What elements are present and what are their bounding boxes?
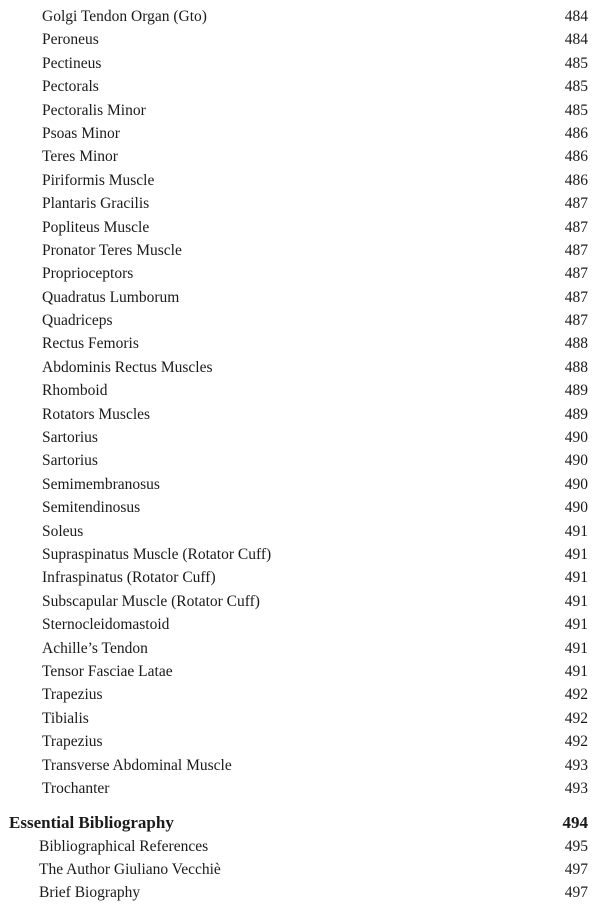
toc-entry-page-number: 492	[564, 686, 588, 704]
toc-entry-title: Plantaris Gracilis	[42, 195, 150, 213]
toc-entry-page-number: 491	[564, 616, 588, 634]
toc-entry-page-number: 485	[564, 101, 588, 119]
toc-entry-title: Psoas Minor	[42, 124, 120, 142]
bibliography-section	[0, 811, 600, 904]
toc-entry-title: Peroneus	[42, 31, 99, 49]
toc-entry-page-number: 487	[564, 265, 588, 283]
toc-entry-page-number: 490	[564, 475, 588, 493]
section-page-number: 494	[562, 813, 588, 832]
toc-entry-page-number: 490	[564, 429, 588, 447]
toc-entry-page-number: 488	[564, 335, 588, 353]
toc-entry	[0, 520, 600, 543]
toc-entry	[0, 286, 600, 309]
toc-entry-title: Golgi Tendon Organ (Gto)	[42, 8, 207, 25]
toc-entry-title: Trapezius	[42, 733, 103, 751]
toc-entry	[0, 216, 600, 239]
toc-entry-title: Pectoralis Minor	[42, 101, 146, 119]
toc-entry-page-number: 485	[564, 54, 588, 72]
toc-entry	[0, 590, 600, 613]
toc-entry-page-number: 484	[564, 31, 588, 49]
toc-entry-title: Rectus Femoris	[42, 335, 139, 353]
section-entry	[0, 881, 600, 904]
toc-entry-page-number: 487	[564, 288, 588, 306]
toc-entry-title: Pectineus	[42, 54, 102, 72]
toc-entry-page-number: 491	[564, 522, 588, 540]
toc-entry	[0, 426, 600, 449]
toc-entry	[0, 754, 600, 777]
toc-entry	[0, 613, 600, 636]
toc-entry-title: Rhomboid	[42, 382, 108, 400]
toc-entry	[0, 309, 600, 332]
toc-entry-title: Popliteus Muscle	[42, 218, 150, 236]
toc-entry	[0, 660, 600, 683]
toc-entry	[0, 99, 600, 122]
toc-entry-title: Sartorius	[42, 429, 98, 447]
toc-entry-page-number: 493	[564, 756, 588, 774]
toc-entry-title: Semimembranosus	[42, 475, 160, 493]
toc-entry-page-number: 491	[564, 639, 588, 657]
toc-entry-page-number: 485	[564, 78, 588, 96]
toc-entry	[0, 262, 600, 285]
toc-entry	[0, 52, 600, 75]
toc-entry-title: Quadratus Lumborum	[42, 288, 180, 306]
toc-entry	[0, 403, 600, 426]
toc-entry	[0, 122, 600, 145]
toc-entry-page-number: 487	[564, 312, 588, 330]
toc-entry	[0, 169, 600, 192]
toc-entry	[0, 777, 600, 800]
section-entry-title: Brief Biography	[39, 884, 141, 901]
section-entry-page-number: 495	[564, 838, 588, 855]
toc-entry-title: Infraspinatus (Rotator Cuff)	[42, 569, 216, 587]
toc-entry-page-number: 488	[564, 358, 588, 376]
section-entry-title: The Author Giuliano Vecchiè	[39, 861, 221, 878]
toc-entry	[0, 239, 600, 262]
toc-entry-page-number: 486	[564, 171, 588, 189]
toc-entry	[0, 637, 600, 660]
toc-entry	[0, 5, 600, 28]
section-entry	[0, 858, 600, 881]
section-entry-page-number: 497	[564, 861, 588, 878]
toc-entry	[0, 145, 600, 168]
toc-entry-title: Transverse Abdominal Muscle	[42, 756, 232, 774]
toc-entry-page-number: 487	[564, 241, 588, 259]
toc-entry	[0, 543, 600, 566]
toc-entry-page-number: 487	[564, 195, 588, 213]
toc-entry-title: Teres Minor	[42, 148, 118, 166]
toc-entry-title: Subscapular Muscle (Rotator Cuff)	[42, 592, 260, 610]
toc-entry	[0, 730, 600, 753]
toc-entry-title: Tibialis	[42, 709, 89, 727]
toc-entry-title: Sartorius	[42, 452, 98, 470]
toc-entry-page-number: 491	[564, 592, 588, 610]
toc-entry-page-number: 493	[564, 779, 588, 797]
section-entry-page-number: 497	[564, 884, 588, 901]
toc-entry	[0, 356, 600, 379]
toc-entry-title: Proprioceptors	[42, 265, 134, 283]
toc-entry-page-number: 490	[564, 452, 588, 470]
toc-entry	[0, 566, 600, 589]
toc-entry-page-number: 484	[564, 8, 588, 25]
toc-entry-page-number: 491	[564, 569, 588, 587]
toc-entry-title: Tensor Fasciae Latae	[42, 662, 173, 680]
toc-entry-page-number: 492	[564, 733, 588, 751]
toc-entry	[0, 707, 600, 730]
toc-entry	[0, 473, 600, 496]
toc-entry-title: Semitendinosus	[42, 499, 141, 517]
toc-entry-title: Soleus	[42, 522, 84, 540]
section-heading	[0, 811, 600, 835]
toc-entry	[0, 449, 600, 472]
toc-entry-title: Piriformis Muscle	[42, 171, 155, 189]
toc-entry-title: Supraspinatus Muscle (Rotator Cuff)	[42, 545, 272, 563]
toc-entry-title: Achille’s Tendon	[42, 639, 148, 657]
section-title: Essential Bibliography	[9, 813, 174, 832]
toc-entry-title: Abdominis Rectus Muscles	[42, 358, 213, 376]
toc-entry-page-number: 491	[564, 545, 588, 563]
toc-entry-title: Pronator Teres Muscle	[42, 241, 182, 259]
toc-entry-title: Quadriceps	[42, 312, 113, 330]
toc-entry	[0, 75, 600, 98]
toc-entry-page-number: 486	[564, 124, 588, 142]
toc-entry-page-number: 490	[564, 499, 588, 517]
toc-entry	[0, 496, 600, 519]
toc-entry-title: Sternocleidomastoid	[42, 616, 170, 634]
toc-entry	[0, 332, 600, 355]
toc-entry-title: Trapezius	[42, 686, 103, 704]
toc-entry-page-number: 486	[564, 148, 588, 166]
toc-entry-title: Pectorals	[42, 78, 99, 96]
toc-entry	[0, 683, 600, 706]
toc-entry	[0, 192, 600, 215]
toc-entry-page-number: 489	[564, 382, 588, 400]
section-entry	[0, 835, 600, 858]
toc-entry	[0, 379, 600, 402]
toc-entry	[0, 28, 600, 51]
toc-entry-page-number: 487	[564, 218, 588, 236]
section-entry-list	[0, 835, 600, 904]
toc-entry-page-number: 492	[564, 709, 588, 727]
toc-entry-page-number: 491	[564, 662, 588, 680]
section-entry-title: Bibliographical References	[39, 838, 209, 855]
toc-entry-title: Trochanter	[42, 779, 110, 797]
toc-entry-title: Rotators Muscles	[42, 405, 151, 423]
toc-entry-page-number: 489	[564, 405, 588, 423]
toc-entry-list	[0, 5, 600, 800]
